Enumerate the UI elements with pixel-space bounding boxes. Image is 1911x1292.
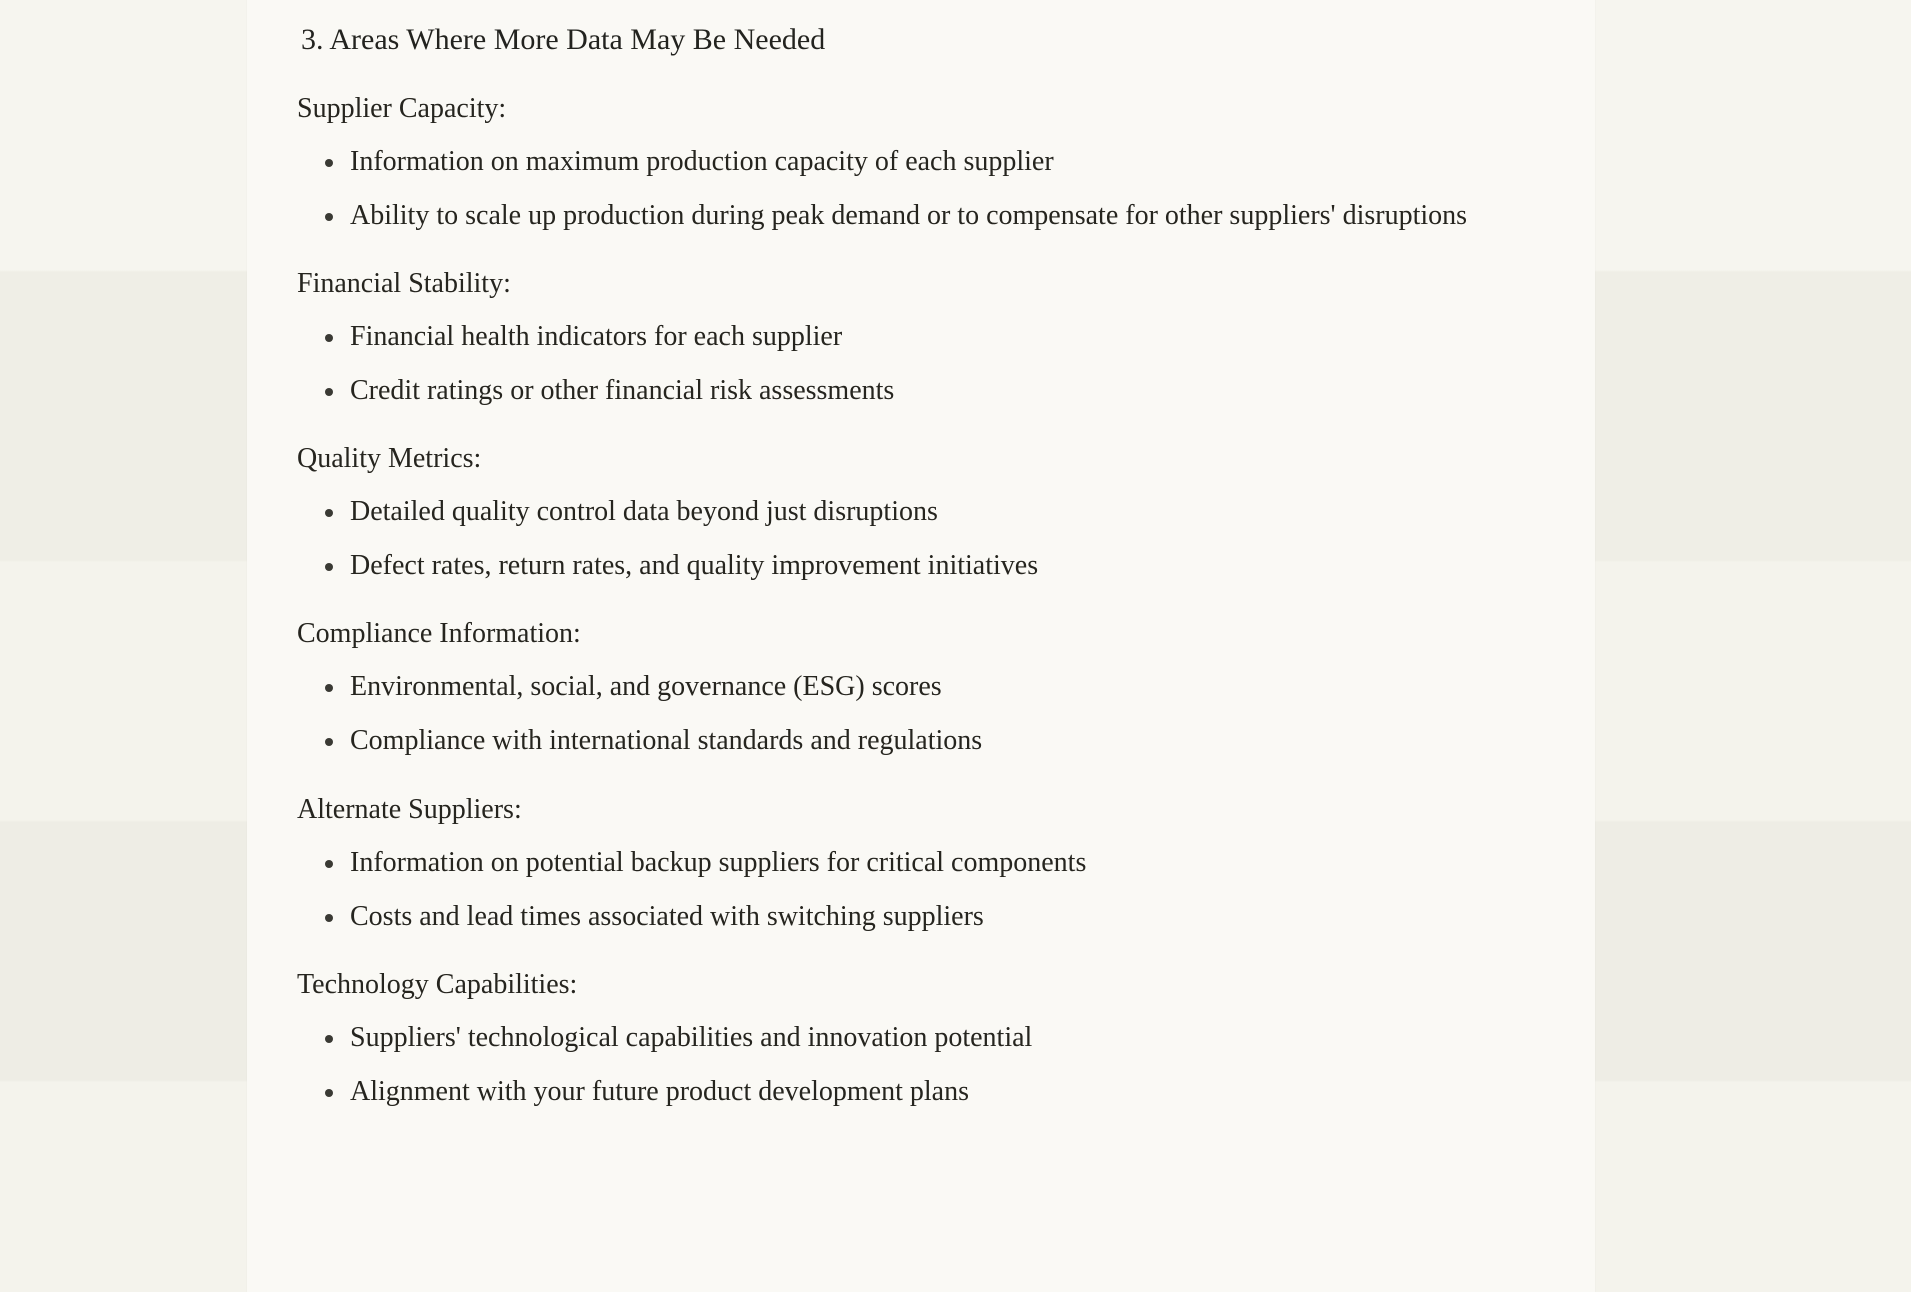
list-item: Credit ratings or other financial risk assessments xyxy=(272,371,1470,411)
section-label: Technology Capabilities: xyxy=(297,968,578,1000)
list-item: Alignment with your future product development plans xyxy=(272,1072,1470,1112)
section-label: Quality Metrics: xyxy=(297,443,482,474)
list-item: Financial health indicators for each supplier xyxy=(272,317,1470,357)
list-item: Compliance with international standards and regulations xyxy=(272,721,1470,761)
section-label: Compliance Information: xyxy=(297,618,581,650)
bullet-list xyxy=(272,1018,1535,1112)
section-group-quality-metrics xyxy=(272,439,1535,586)
section-heading: 3. Areas Where More Data May Be Needed xyxy=(301,23,826,56)
section-group-technology-capabilities xyxy=(272,965,1535,1112)
bullet-list xyxy=(272,317,1535,411)
list-item: Ability to scale up production during peak demand or to compensate for other suppliers' disruptions xyxy=(272,196,1470,236)
list-item: Detailed quality control data beyond just disruptions xyxy=(272,492,1470,532)
section-group-compliance-information xyxy=(272,614,1535,761)
list-item: Costs and lead times associated with switching suppliers xyxy=(272,897,1470,937)
list-item: Information on maximum production capacity of each supplier xyxy=(272,142,1470,182)
section-group-financial-stability xyxy=(272,264,1535,411)
section-group-supplier-capacity xyxy=(272,89,1535,236)
list-item: Environmental, social, and governance (ESG) scores xyxy=(272,667,1470,707)
list-item: Information on potential backup suppliers for critical components xyxy=(272,843,1470,883)
section-label: Supplier Capacity: xyxy=(297,92,507,124)
section-label: Alternate Suppliers: xyxy=(297,793,522,825)
section-label: Financial Stability: xyxy=(297,267,511,299)
list-item: Suppliers' technological capabilities and innovation potential xyxy=(272,1018,1470,1058)
bullet-list xyxy=(272,492,1535,586)
section-group-alternate-suppliers xyxy=(272,790,1535,937)
bullet-list xyxy=(272,843,1535,937)
list-item: Defect rates, return rates, and quality improvement initiatives xyxy=(272,546,1470,586)
bullet-list xyxy=(272,667,1535,761)
bullet-list xyxy=(272,142,1535,236)
document-content xyxy=(247,0,1595,1292)
